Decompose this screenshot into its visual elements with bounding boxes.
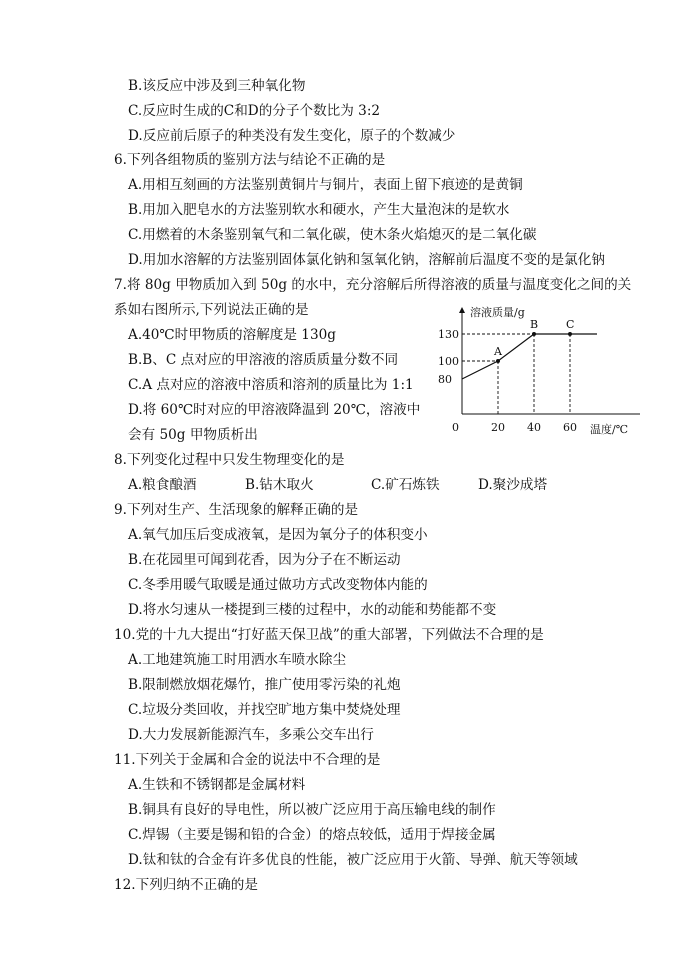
y-tick-label: 100: [438, 355, 459, 368]
q7-stem-line2: 系如右图所示,下列说法正确的是: [114, 302, 309, 318]
q8-option-a: A.粮食酿酒: [128, 477, 197, 493]
q5-option-c: C.反应时生成的C和D的分子个数比为 3:2: [128, 103, 381, 119]
q6-option-d: D.用加水溶解的方法鉴别固体氯化钠和氢氧化钠，溶解前后温度不变的是氯化钠: [128, 252, 605, 268]
q9-stem: 9.下列对生产、生活现象的解释正确的是: [114, 502, 359, 518]
q7-option-c: C.A 点对应的溶液中溶质和溶剂的质量比为 1:1: [128, 377, 414, 393]
q12-stem: 12.下列归纳不正确的是: [114, 877, 258, 893]
q10-option-d: D.大力发展新能源汽车，多乘公交车出行: [128, 727, 374, 743]
origin-label: 0: [452, 421, 459, 434]
q11-stem: 11.下列关于金属和合金的说法中不合理的是: [114, 752, 381, 768]
q10-option-b: B.限制燃放烟花爆竹，推广使用零污染的礼炮: [128, 677, 401, 693]
point-label-c: C: [566, 318, 575, 331]
q9-option-d: D.将水匀速从一楼提到三楼的过程中，水的动能和势能都不变: [128, 602, 497, 618]
q5-option-d: D.反应前后原子的种类没有发生变化，原子的个数减少: [128, 128, 456, 144]
q7-option-a: A.40℃时甲物质的溶解度是 130g: [128, 327, 336, 343]
q9-option-a: A.氧气加压后变成液氧，是因为氧分子的体积变小: [128, 527, 428, 543]
point-marker-b: [532, 332, 536, 336]
q9-option-c: C.冬季用暖气取暖是通过做功方式改变物体内能的: [128, 577, 428, 593]
q7-option-b: B.B、C 点对应的甲溶液的溶质质量分数不同: [128, 352, 399, 368]
q11-option-c: C.焊锡（主要是锡和铅的合金）的熔点较低，适用于焊接金属: [128, 827, 496, 843]
q11-option-d: D.钛和钛的合金有许多优良的性能，被广泛应用于火箭、导弹、航天等领域: [128, 852, 578, 868]
solubility-chart: [430, 300, 640, 440]
q6-stem: 6.下列各组物质的鉴别方法与结论不正确的是: [114, 152, 386, 168]
q6-option-a: A.用相互刻画的方法鉴别黄铜片与铜片，表面上留下痕迹的是黄铜: [128, 177, 523, 193]
q11-option-a: A.生铁和不锈钢都是金属材料: [128, 777, 306, 793]
q6-option-c: C.用燃着的木条鉴别氧气和二氧化碳，使木条火焰熄灭的是二氧化碳: [128, 227, 537, 243]
point-marker-a: [496, 359, 500, 363]
q7-stem-line1: 7.将 80g 甲物质加入到 50g 的水中，充分溶解后所得溶液的质量与温度变化之间的关: [114, 277, 632, 293]
y-tick-label: 130: [438, 328, 459, 341]
point-marker-c: [568, 332, 572, 336]
q5-option-b: B.该反应中涉及到三种氧化物: [128, 78, 306, 94]
x-tick-label: 40: [527, 421, 541, 434]
q7-option-d-continued: 会有 50g 甲物质析出: [128, 427, 258, 443]
q6-option-b: B.用加入肥皂水的方法鉴别软水和硬水，产生大量泡沫的是软水: [128, 202, 510, 218]
solubility-curve: [462, 334, 597, 379]
q8-option-d: D.聚沙成塔: [478, 477, 548, 493]
point-label-a: A: [494, 345, 502, 358]
y-axis-label: 溶液质量/g: [470, 306, 525, 319]
q10-option-a: A.工地建筑施工时用洒水车喷水除尘: [128, 652, 347, 668]
q8-option-c: C.矿石炼铁: [371, 477, 440, 493]
q11-option-b: B.铜具有良好的导电性，所以被广泛应用于高压输电线的制作: [128, 802, 496, 818]
point-label-b: B: [530, 318, 539, 331]
q9-option-b: B.在花园里可闻到花香，因为分子在不断运动: [128, 552, 401, 568]
x-axis-label: 温度/℃: [590, 423, 629, 436]
q10-option-c: C.垃圾分类回收，并找空旷地方集中焚烧处理: [128, 702, 401, 718]
x-tick-label: 20: [491, 421, 505, 434]
q7-option-d: D.将 60℃时对应的甲溶液降温到 20℃，溶液中: [128, 402, 421, 418]
x-tick-label: 60: [563, 421, 577, 434]
q8-stem: 8.下列变化过程中只发生物理变化的是: [114, 452, 345, 468]
q10-stem: 10.党的十九大提出“打好蓝天保卫战”的重大部署，下列做法不合理的是: [114, 627, 544, 643]
q8-option-b: B.钻木取火: [245, 477, 314, 493]
y-tick-label: 80: [438, 373, 452, 386]
